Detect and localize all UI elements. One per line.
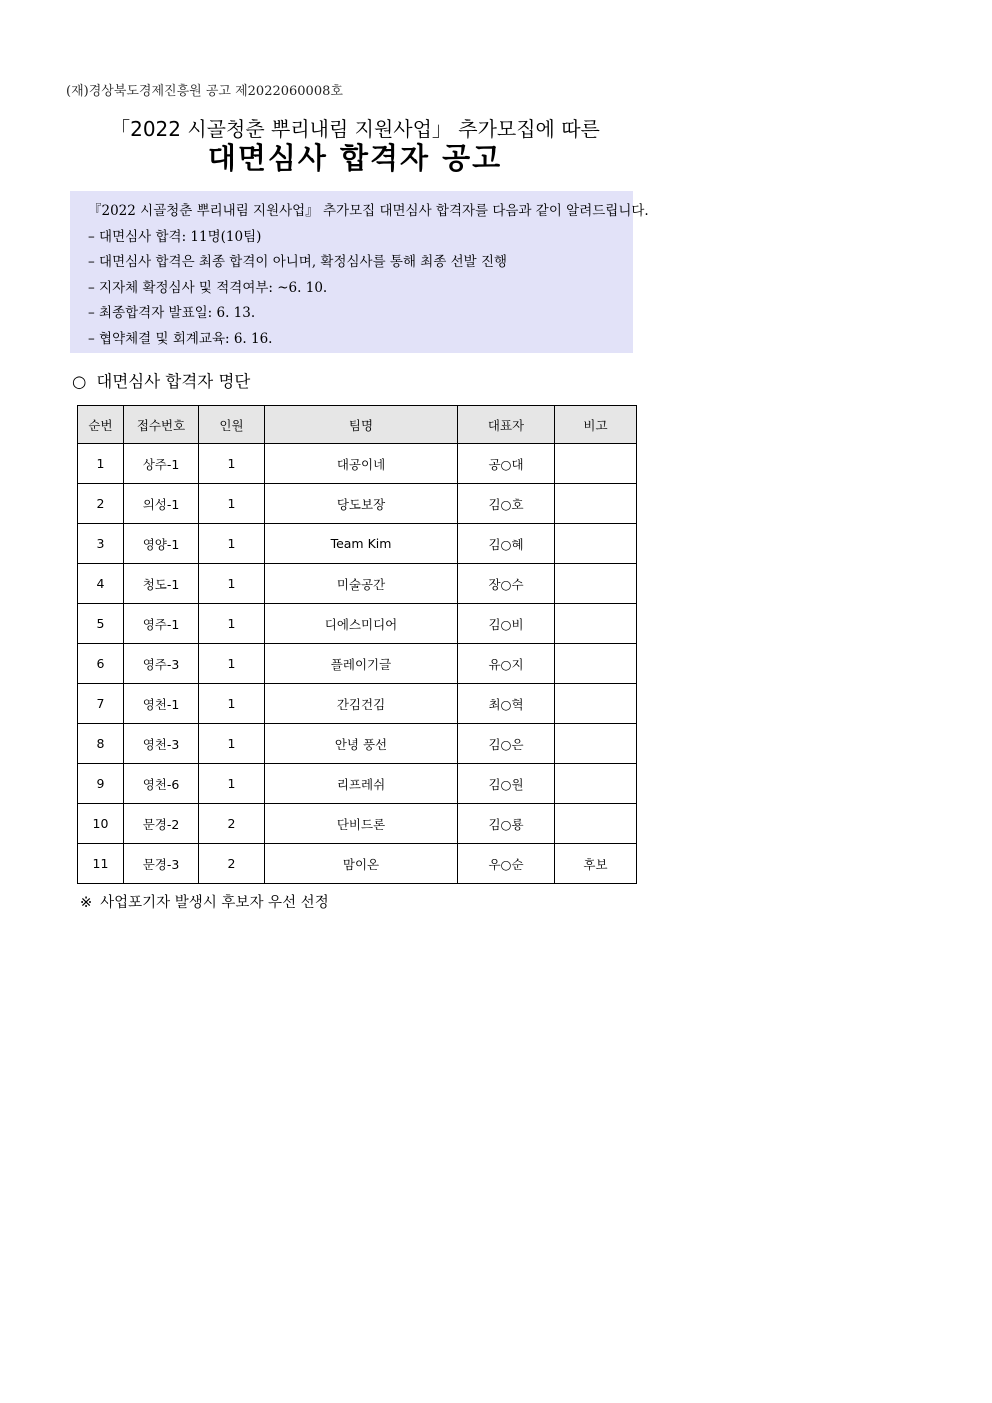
table-row bbox=[78, 484, 637, 524]
table-row bbox=[78, 444, 637, 484]
remarks-cell bbox=[555, 804, 637, 844]
remarks-cell: 후보 bbox=[555, 844, 637, 884]
row-number-cell: 3 bbox=[78, 524, 124, 564]
row-number-cell: 11 bbox=[78, 844, 124, 884]
representative-cell: 김○혜 bbox=[458, 524, 555, 564]
section-title: 대면심사 합격자 명단 bbox=[96, 372, 251, 391]
team-name-cell: 미술공간 bbox=[265, 564, 458, 604]
receipt-number-cell: 의성-1 bbox=[124, 484, 199, 524]
remarks-cell bbox=[555, 444, 637, 484]
table-row bbox=[78, 644, 637, 684]
page-title: 대면심사 합격자 공고 bbox=[207, 141, 503, 175]
member-count-cell: 1 bbox=[199, 764, 265, 804]
member-count-cell: 1 bbox=[199, 684, 265, 724]
reference-mark-icon: ※ bbox=[80, 895, 93, 911]
row-number-cell: 9 bbox=[78, 764, 124, 804]
representative-cell: 우○순 bbox=[458, 844, 555, 884]
representative-cell: 김○호 bbox=[458, 484, 555, 524]
info-box bbox=[70, 191, 649, 353]
info-item: – 대면심사 합격: 11명(10팀) bbox=[88, 228, 262, 245]
remarks-cell bbox=[555, 724, 637, 764]
footnote bbox=[80, 891, 329, 912]
header-cell: 접수번호 bbox=[124, 406, 199, 444]
team-name-cell: 당도보장 bbox=[265, 484, 458, 524]
member-count-cell: 2 bbox=[199, 804, 265, 844]
table-row bbox=[78, 804, 637, 844]
member-count-cell: 1 bbox=[199, 564, 265, 604]
remarks-cell bbox=[555, 524, 637, 564]
team-name-cell: 단비드론 bbox=[265, 804, 458, 844]
remarks-cell bbox=[555, 644, 637, 684]
team-name-cell: 안녕 풍선 bbox=[265, 724, 458, 764]
row-number-cell: 8 bbox=[78, 724, 124, 764]
receipt-number-cell: 문경-2 bbox=[124, 804, 199, 844]
representative-cell: 유○지 bbox=[458, 644, 555, 684]
table-header-row bbox=[78, 406, 637, 444]
receipt-number-cell: 영천-3 bbox=[124, 724, 199, 764]
header-cell: 대표자 bbox=[458, 406, 555, 444]
info-item: – 지자체 확정심사 및 적격여부: ~6. 10. bbox=[88, 279, 328, 296]
member-count-cell: 1 bbox=[199, 484, 265, 524]
team-name-cell: Team Kim bbox=[265, 524, 458, 564]
row-number-cell: 4 bbox=[78, 564, 124, 604]
receipt-number-cell: 상주-1 bbox=[124, 444, 199, 484]
representative-cell: 김○은 bbox=[458, 724, 555, 764]
row-number-cell: 6 bbox=[78, 644, 124, 684]
row-number-cell: 7 bbox=[78, 684, 124, 724]
member-count-cell: 1 bbox=[199, 524, 265, 564]
remarks-cell bbox=[555, 684, 637, 724]
remarks-cell bbox=[555, 484, 637, 524]
receipt-number-cell: 영주-1 bbox=[124, 604, 199, 644]
table-row bbox=[78, 564, 637, 604]
info-item: – 협약체결 및 회계교육: 6. 16. bbox=[88, 330, 273, 347]
title-subheading: 「2022 시골청춘 뿌리내림 지원사업」 추가모집에 따른 bbox=[110, 117, 600, 141]
remarks-cell bbox=[555, 604, 637, 644]
row-number-cell: 1 bbox=[78, 444, 124, 484]
footnote-text: 사업포기자 발생시 후보자 우선 선정 bbox=[100, 895, 329, 911]
team-name-cell: 리프레쉬 bbox=[265, 764, 458, 804]
representative-cell: 공○대 bbox=[458, 444, 555, 484]
circle-bullet-icon: ○ bbox=[72, 372, 87, 391]
info-item: – 대면심사 합격은 최종 합격이 아니며, 확정심사를 통해 최종 선발 진행 bbox=[88, 254, 508, 270]
roster-table bbox=[77, 405, 637, 884]
member-count-cell: 2 bbox=[199, 844, 265, 884]
team-name-cell: 대공이네 bbox=[265, 444, 458, 484]
representative-cell: 최○혁 bbox=[458, 684, 555, 724]
receipt-number-cell: 청도-1 bbox=[124, 564, 199, 604]
remarks-cell bbox=[555, 764, 637, 804]
representative-cell: 김○원 bbox=[458, 764, 555, 804]
header-cell: 인원 bbox=[199, 406, 265, 444]
row-number-cell: 5 bbox=[78, 604, 124, 644]
member-count-cell: 1 bbox=[199, 644, 265, 684]
header-cell: 비고 bbox=[555, 406, 637, 444]
team-name-cell: 플레이기글 bbox=[265, 644, 458, 684]
receipt-number-cell: 문경-3 bbox=[124, 844, 199, 884]
receipt-number-cell: 영주-3 bbox=[124, 644, 199, 684]
table-row bbox=[78, 844, 637, 884]
representative-cell: 김○비 bbox=[458, 604, 555, 644]
row-number-cell: 10 bbox=[78, 804, 124, 844]
member-count-cell: 1 bbox=[199, 444, 265, 484]
header-cell: 팀명 bbox=[265, 406, 458, 444]
info-item: – 최종합격자 발표일: 6. 13. bbox=[88, 305, 256, 321]
info-intro: 『2022 시골청춘 뿌리내림 지원사업』 추가모집 대면심사 합격자를 다음과 같이 알려드립니다. bbox=[88, 203, 649, 219]
team-name-cell: 디에스미디어 bbox=[265, 604, 458, 644]
header-cell: 순번 bbox=[78, 406, 124, 444]
notice-number: (재)경상북도경제진흥원 공고 제2022060008호 bbox=[66, 84, 343, 99]
member-count-cell: 1 bbox=[199, 604, 265, 644]
receipt-number-cell: 영천-1 bbox=[124, 684, 199, 724]
representative-cell: 장○수 bbox=[458, 564, 555, 604]
table-row bbox=[78, 524, 637, 564]
receipt-number-cell: 영천-6 bbox=[124, 764, 199, 804]
section-heading bbox=[72, 368, 250, 392]
table-row bbox=[78, 764, 637, 804]
table-row bbox=[78, 684, 637, 724]
remarks-cell bbox=[555, 564, 637, 604]
team-name-cell: 맘이온 bbox=[265, 844, 458, 884]
member-count-cell: 1 bbox=[199, 724, 265, 764]
row-number-cell: 2 bbox=[78, 484, 124, 524]
table-row bbox=[78, 724, 637, 764]
team-name-cell: 간김건김 bbox=[265, 684, 458, 724]
table-row bbox=[78, 604, 637, 644]
receipt-number-cell: 영양-1 bbox=[124, 524, 199, 564]
representative-cell: 김○룡 bbox=[458, 804, 555, 844]
